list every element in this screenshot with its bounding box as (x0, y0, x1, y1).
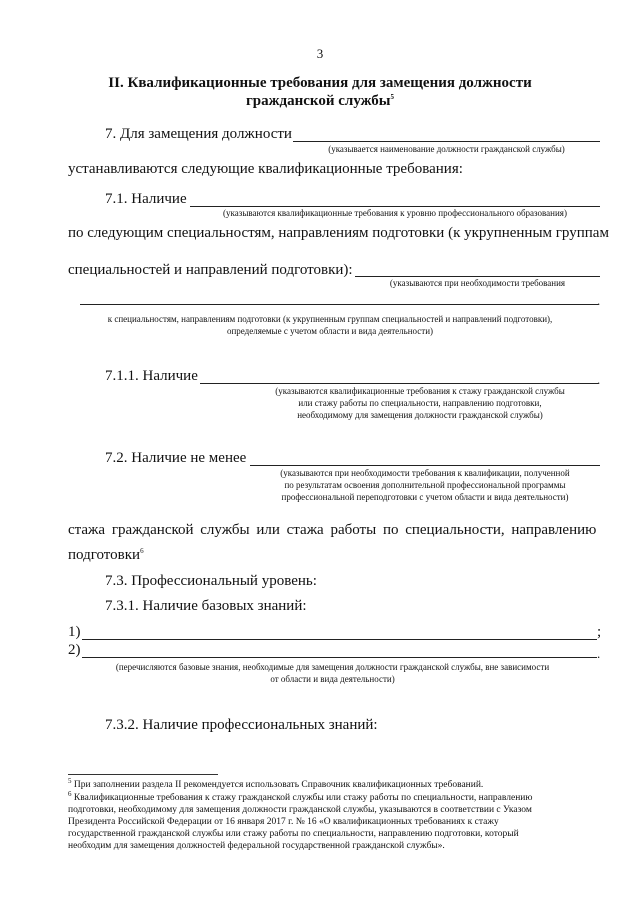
p7-2-text-line2: подготовки$^6$ (68, 547, 144, 563)
p7-1-label: 7.1. Наличие (105, 191, 187, 207)
p7-1-1-label: 7.1.1. Наличие (105, 368, 198, 384)
p7-1-line2: по следующим специальностям, направлениям подготовки (к укрупненным группам (68, 225, 609, 241)
footnote-6-line3: Президента Российской Федерации от 16 января 2017 г. № 16 «О квалификационных требованиях к стажу (68, 817, 499, 827)
p7-2-hint-line2: по результатам освоения дополнительной профессиональной программы (284, 480, 566, 490)
footnote-ref-5: 5 (390, 93, 395, 101)
p7-3-1-item1-line[interactable] (82, 639, 597, 640)
p7-1-1-hint-line1: (указываются квалификационные требования к стажу гражданской службы (275, 386, 565, 396)
p7-continuation: устанавливаются следующие квалификационные требования: (68, 161, 463, 177)
p7-3-label: 7.3. Профессиональный уровень: (105, 573, 317, 589)
period: . (597, 293, 601, 308)
footnote-6-line4: государственной гражданской службы или стажу работы по специальности, направлению подготовки, который (68, 829, 519, 839)
p7-2-text-line1: стажа гражданской службы или стажа работы по специальности, направлению (68, 522, 597, 538)
p7-3-1-item2-number: 2) (68, 642, 81, 658)
footnote-6-line1: $^6$ Квалификационные требования к стажу гражданской службы или стажу работы по специальности, направлению (68, 789, 533, 803)
p7-2-hint-line3: профессиональной переподготовки с учетом области и вида деятельности) (281, 492, 569, 502)
p7-hint: (указывается наименование должности гражданской службы) (328, 144, 565, 154)
p7-3-2-label: 7.3.2. Наличие профессиональных знаний: (105, 717, 378, 733)
footnote-6-line2: подготовки, необходимому для замещения должности гражданской службы, указываются в соответствии с Указом (68, 805, 532, 815)
p7-label: 7. Для замещения должности (105, 126, 292, 142)
section-title-line1: II. Квалификационные требования для замещения должности (108, 75, 532, 91)
p7-1-1-hint-line3: необходимому для замещения должности гражданской службы) (297, 410, 543, 420)
p7-3-1-item2-line[interactable] (82, 657, 597, 658)
footnote-ref-6: 6 (140, 547, 144, 555)
footnote-6-line5: необходим для замещения должностей федеральной государственной гражданской службы». (68, 841, 445, 851)
p7-1-hint: (указываются квалификационные требования к уровню профессионального образования) (223, 208, 567, 218)
p7-1-hint3-line1: к специальностям, направлениям подготовки (к укрупненным группам специальностей и направлений подготовки), (107, 314, 553, 324)
p7-2-label: 7.2. Наличие не менее (105, 450, 247, 466)
period: . (597, 646, 601, 661)
p7-1-fill-line3[interactable] (80, 304, 598, 305)
p7-2-fill-line[interactable] (250, 465, 600, 466)
footnote-5: $^5$ При заполнении раздела II рекомендуется использовать Справочник квалификационных требований. (68, 776, 484, 790)
p7-1-hint2: (указываются при необходимости требования (389, 278, 566, 288)
p7-3-1-hint-line1: (перечисляются базовые знания, необходимые для замещения должности гражданской службы, вне зависимости (115, 662, 550, 672)
period: . (597, 372, 601, 387)
p7-3-1-item1-number: 1) (68, 624, 81, 640)
p7-1-hint3-line2: определяемые с учетом области и вида деятельности) (226, 326, 434, 336)
p7-3-1-label: 7.3.1. Наличие базовых знаний: (105, 598, 307, 614)
p7-1-1-fill-line[interactable] (200, 383, 598, 384)
section-title-line2: гражданской службы$^5$ (245, 93, 395, 109)
p7-fill-line[interactable] (293, 141, 600, 142)
p7-1-1-hint-line2: или стажу работы по специальности, направлению подготовки, (298, 398, 542, 408)
semicolon: ; (597, 624, 602, 640)
p7-1-line3: специальностей и направлений подготовки): (68, 262, 353, 278)
p7-3-1-hint-line2: от области и вида деятельности) (270, 674, 395, 684)
p7-2-hint-line1: (указываются при необходимости требования к квалификации, полученной (280, 468, 570, 478)
footnote-separator (68, 774, 218, 775)
page-number: 3 (316, 46, 324, 61)
